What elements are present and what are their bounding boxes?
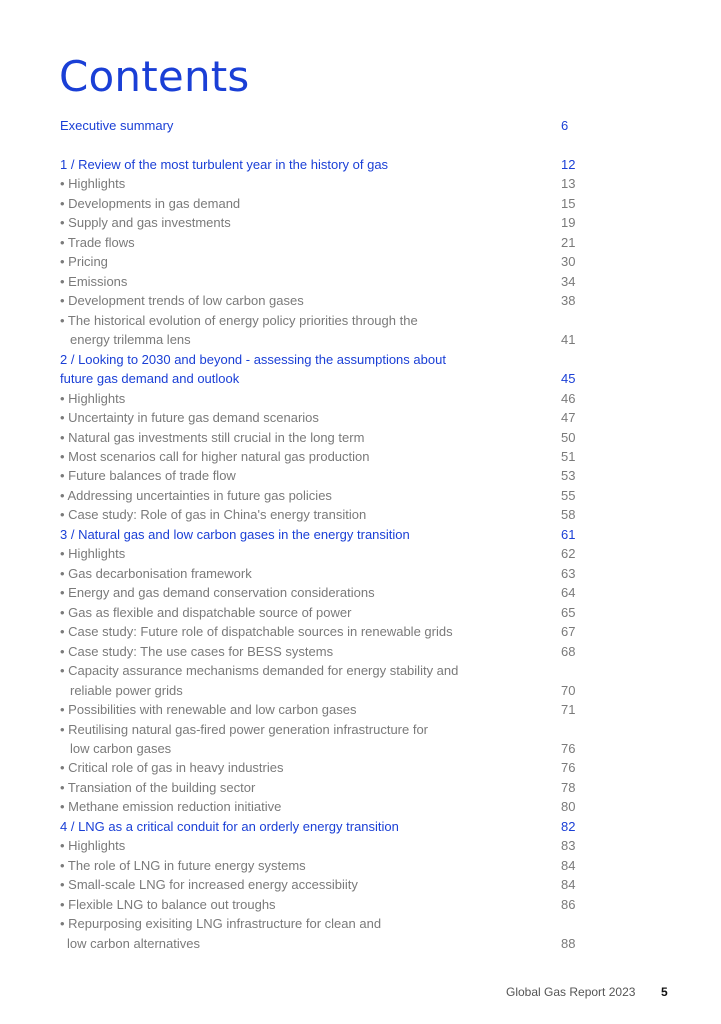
toc-entry[interactable] xyxy=(60,564,580,583)
toc-entry[interactable] xyxy=(60,252,580,271)
toc-entry-label: 2 / Looking to 2030 and beyond - assessing the assumptions about xyxy=(60,351,446,367)
toc-entry-label: • Most scenarios call for higher natural gas production xyxy=(60,448,370,464)
toc-section-heading[interactable] xyxy=(60,350,580,369)
toc-entry-label: • Case study: Role of gas in China's energy transition xyxy=(60,507,367,523)
toc-section-heading[interactable] xyxy=(60,155,580,174)
toc-entry[interactable] xyxy=(60,544,580,563)
toc-page-number: 65 xyxy=(561,604,576,620)
toc-entry-label: • Case study: Future role of dispatchable sources in renewable grids xyxy=(60,624,453,640)
toc-entry[interactable] xyxy=(60,700,580,719)
toc-page-number: 47 xyxy=(561,410,576,426)
toc-entry-label: 3 / Natural gas and low carbon gases in the energy transition xyxy=(60,526,410,542)
toc-entry-label: • Reutilising natural gas-fired power generation infrastructure for xyxy=(60,721,429,737)
toc-page-number: 34 xyxy=(561,273,576,289)
toc-entry[interactable] xyxy=(60,174,580,193)
toc-entry[interactable] xyxy=(60,895,580,914)
toc-entry-label: • Small-scale LNG for increased energy accessibiity xyxy=(60,877,358,893)
toc-entry-label: • Critical role of gas in heavy industries xyxy=(60,760,284,776)
toc-page-number: 86 xyxy=(561,896,576,912)
toc-entry-label: • Capacity assurance mechanisms demanded for energy stability and xyxy=(60,663,459,679)
toc-page-number: 58 xyxy=(561,507,576,523)
toc-entry[interactable] xyxy=(60,194,580,213)
toc-entry[interactable] xyxy=(60,505,580,524)
toc-entry[interactable] xyxy=(60,856,580,875)
footer-report-name: Global Gas Report 2023 xyxy=(506,985,636,999)
toc-entry[interactable] xyxy=(60,233,580,252)
toc-entry-label: future gas demand and outlook xyxy=(60,371,240,387)
toc-page-number: 53 xyxy=(561,468,576,484)
toc-section-heading[interactable] xyxy=(60,817,580,836)
toc-entry-label: • Possibilities with renewable and low carbon gases xyxy=(60,702,357,718)
toc-entry-label: • Flexible LNG to balance out troughs xyxy=(60,896,276,912)
toc-page-number: 21 xyxy=(561,234,576,250)
toc-entry[interactable] xyxy=(60,739,580,758)
toc-entry-label: • Natural gas investments still crucial in the long term xyxy=(60,429,365,445)
toc-entry-label: • Developments in gas demand xyxy=(60,195,241,211)
toc-entry[interactable] xyxy=(60,642,580,661)
toc-entry[interactable] xyxy=(60,428,580,447)
toc-page-number: 46 xyxy=(561,390,576,406)
toc-entry-label: • Supply and gas investments xyxy=(60,215,231,231)
toc-entry-label: • Uncertainty in future gas demand scenarios xyxy=(60,410,319,426)
toc-entry[interactable] xyxy=(60,447,580,466)
toc-entry-label: • The role of LNG in future energy systems xyxy=(60,857,306,873)
toc-page-number: 55 xyxy=(561,487,576,503)
toc-section-heading[interactable] xyxy=(60,369,580,388)
toc-entry[interactable] xyxy=(60,272,580,291)
toc-section-heading[interactable] xyxy=(60,525,580,544)
toc-entry[interactable] xyxy=(60,622,580,641)
toc-entry-label: • Emissions xyxy=(60,273,128,289)
toc-entry[interactable] xyxy=(60,311,580,330)
toc-page-number: 84 xyxy=(561,877,576,893)
toc-page-number: 68 xyxy=(561,643,576,659)
toc-page-number: 12 xyxy=(561,156,576,172)
toc-entry-label: reliable power grids xyxy=(70,682,183,698)
toc-entry-label: low carbon alternatives xyxy=(67,935,200,951)
toc-entry-label: • Highlights xyxy=(60,176,126,192)
toc-entry-label: • Addressing uncertainties in future gas policies xyxy=(60,487,332,503)
toc-entry[interactable] xyxy=(60,486,580,505)
toc-entry-label: • Highlights xyxy=(60,546,126,562)
toc-entry[interactable] xyxy=(60,875,580,894)
toc-entry-label: Executive summary xyxy=(60,118,174,133)
table-of-contents xyxy=(60,116,580,953)
toc-entry[interactable] xyxy=(60,603,580,622)
toc-page-number: 41 xyxy=(561,332,576,348)
toc-entry[interactable] xyxy=(60,389,580,408)
toc-entry[interactable] xyxy=(60,797,580,816)
toc-entry[interactable] xyxy=(60,758,580,777)
toc-page-number: 6 xyxy=(561,118,569,133)
toc-page-number: 19 xyxy=(561,215,576,231)
toc-page-number: 62 xyxy=(561,546,576,562)
toc-entry[interactable] xyxy=(60,661,580,680)
toc-entry-label: • Development trends of low carbon gases xyxy=(60,293,304,309)
toc-page-number: 80 xyxy=(561,799,576,815)
toc-entry[interactable] xyxy=(60,408,580,427)
toc-page-number: 82 xyxy=(561,818,576,834)
toc-entry-label: • The historical evolution of energy policy priorities through the xyxy=(60,312,418,328)
toc-entry[interactable] xyxy=(60,934,580,953)
toc-entry[interactable] xyxy=(60,914,580,933)
toc-entry-label: energy trilemma lens xyxy=(70,332,191,348)
toc-entry[interactable] xyxy=(60,836,580,855)
toc-page-number: 50 xyxy=(561,429,576,445)
toc-entry-label: • Future balances of trade flow xyxy=(60,468,236,484)
toc-entry-label: • Trade flows xyxy=(60,234,135,250)
toc-page-number: 78 xyxy=(561,779,576,795)
toc-entry[interactable] xyxy=(60,466,580,485)
toc-page-number: 76 xyxy=(561,741,576,756)
toc-entry-label: • Transiation of the building sector xyxy=(60,779,256,795)
toc-page-number: 63 xyxy=(561,565,576,581)
toc-entry[interactable] xyxy=(60,213,580,232)
toc-page-number: 51 xyxy=(561,448,576,464)
toc-entry-label: • Highlights xyxy=(60,838,126,854)
toc-entry[interactable] xyxy=(60,583,580,602)
toc-page-number: 71 xyxy=(561,702,576,718)
toc-entry[interactable] xyxy=(60,720,580,739)
toc-page-number: 38 xyxy=(561,293,576,309)
toc-entry-label: 4 / LNG as a critical conduit for an orderly energy transition xyxy=(60,818,399,834)
toc-page-number: 30 xyxy=(561,254,576,270)
toc-entry-label: • Pricing xyxy=(60,254,108,270)
toc-entry-label: • Repurposing exisiting LNG infrastructure for clean and xyxy=(60,916,382,932)
toc-page-number: 76 xyxy=(561,760,576,776)
toc-page-number: 67 xyxy=(561,624,576,640)
footer-page-number: 5 xyxy=(661,985,668,999)
toc-entry[interactable] xyxy=(60,330,580,349)
toc-page-number: 88 xyxy=(561,935,576,951)
toc-page-number: 84 xyxy=(561,857,576,873)
toc-entry-label: • Gas decarbonisation framework xyxy=(60,565,252,581)
toc-entry-label: 1 / Review of the most turbulent year in the history of gas xyxy=(60,156,389,172)
toc-page-number: 13 xyxy=(561,176,576,192)
toc-entry-label: • Case study: The use cases for BESS systems xyxy=(60,643,334,659)
toc-section-heading[interactable] xyxy=(60,116,580,135)
toc-page-number: 70 xyxy=(561,682,576,698)
toc-page-number: 45 xyxy=(561,371,576,387)
toc-entry-label: • Highlights xyxy=(60,390,126,406)
page-title: Contents xyxy=(59,52,250,101)
toc-entry[interactable] xyxy=(60,778,580,797)
toc-page-number: 61 xyxy=(561,526,576,542)
toc-entry[interactable] xyxy=(60,681,580,700)
toc-entry-label: • Methane emission reduction initiative xyxy=(60,799,282,815)
toc-entry[interactable] xyxy=(60,291,580,310)
toc-entry-label: • Gas as flexible and dispatchable source of power xyxy=(60,604,352,620)
toc-entry-label: • Energy and gas demand conservation considerations xyxy=(60,585,375,601)
toc-page-number: 83 xyxy=(561,838,576,854)
toc-entry-label: low carbon gases xyxy=(70,741,172,756)
toc-page-number: 15 xyxy=(561,195,576,211)
toc-page-number: 64 xyxy=(561,585,576,601)
